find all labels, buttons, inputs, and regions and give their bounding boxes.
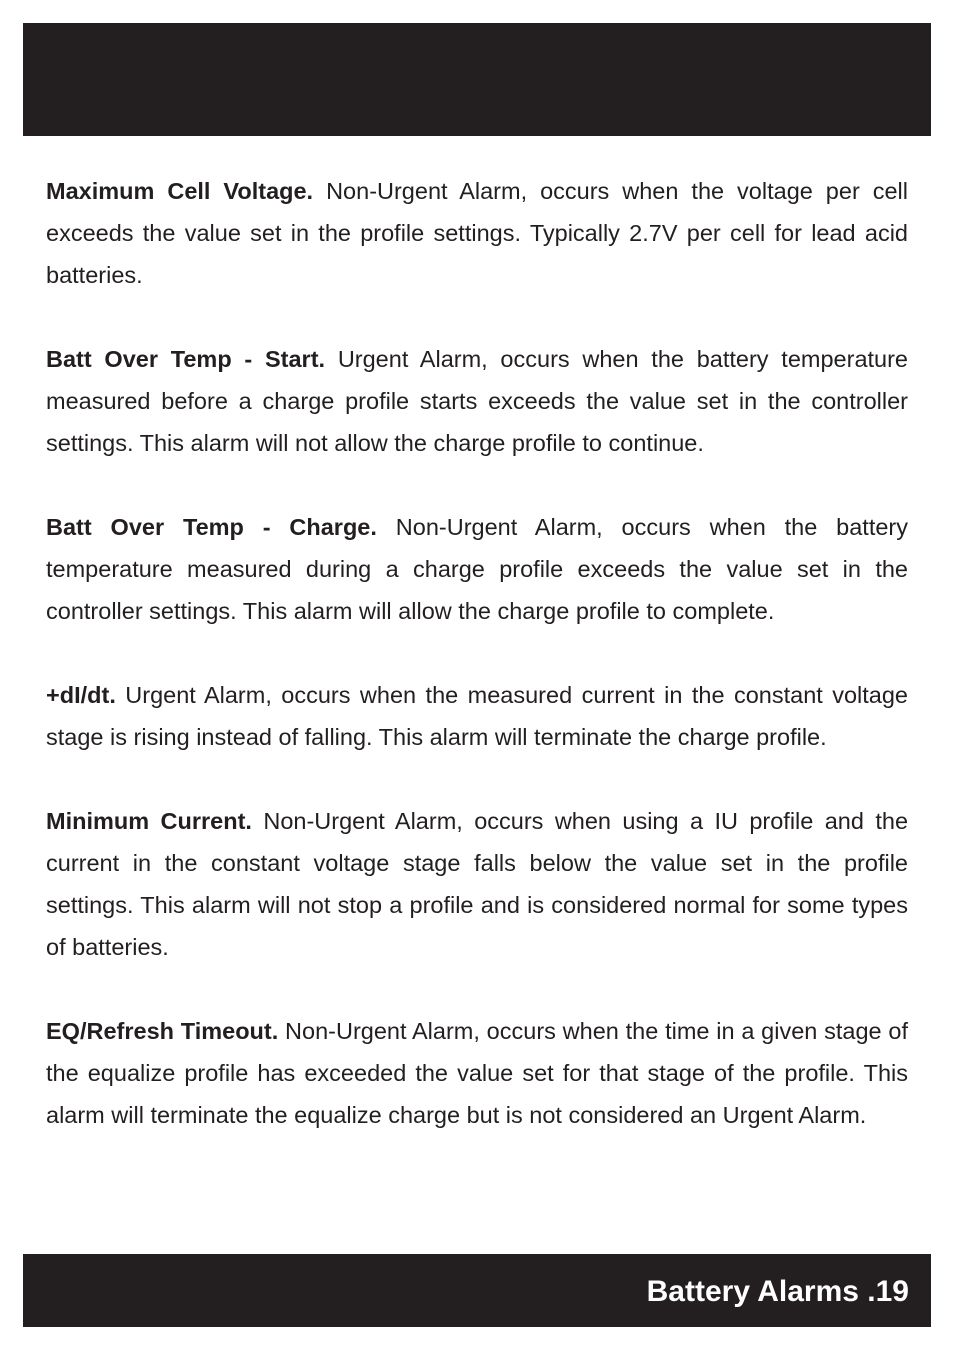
alarm-term: Maximum Cell Voltage. <box>46 178 314 204</box>
alarm-description: Non-Urgent Alarm, occurs when the time in a given stage of the equalize profile has exceeded the value set for that stage of the profile. This alarm will terminate the equalize charge but is not considered an Urgent Alarm. <box>46 1018 908 1128</box>
alarm-entry-di-dt <box>46 674 908 758</box>
footer-bar <box>23 1254 931 1327</box>
alarm-entry-batt-over-temp-start <box>46 338 908 464</box>
alarm-term: Batt Over Temp - Start. <box>46 346 326 372</box>
alarm-term: Minimum Current. <box>46 808 252 834</box>
header-bar <box>23 23 931 136</box>
alarm-entry-batt-over-temp-charge <box>46 506 908 632</box>
alarm-descriptions <box>46 170 908 1178</box>
alarm-description: Non-Urgent Alarm, occurs when using a IU profile and the current in the constant voltage stage falls below the value set in the profile settings. This alarm will not stop a profile and is considered normal for some types of batteries. <box>46 808 909 960</box>
alarm-description: Non-Urgent Alarm, occurs when the voltage per cell exceeds the value set in the profile settings. Typically 2.7V per cell for lead acid batteries. <box>46 178 909 288</box>
alarm-term: EQ/Refresh Timeout. <box>46 1018 279 1044</box>
alarm-description: Non-Urgent Alarm, occurs when the battery temperature measured during a charge profile exceeds the value set in the controller settings. This alarm will allow the charge profile to complete. <box>46 514 909 624</box>
alarm-entry-eq-refresh-timeout <box>46 1010 908 1136</box>
page-title-footer: Battery Alarms .19 <box>646 1275 909 1308</box>
alarm-term: Batt Over Temp - Charge. <box>46 514 377 540</box>
alarm-description: Urgent Alarm, occurs when the battery temperature measured before a charge profile starts exceeds the value set in the controller settings. This alarm will not allow the charge profile to continue. <box>46 346 909 456</box>
alarm-description: Urgent Alarm, occurs when the measured current in the constant voltage stage is rising instead of falling. This alarm will terminate the charge profile. <box>46 682 909 750</box>
alarm-term: +dI/dt. <box>46 682 116 708</box>
alarm-entry-maximum-cell-voltage <box>46 170 908 296</box>
alarm-entry-minimum-current <box>46 800 908 968</box>
